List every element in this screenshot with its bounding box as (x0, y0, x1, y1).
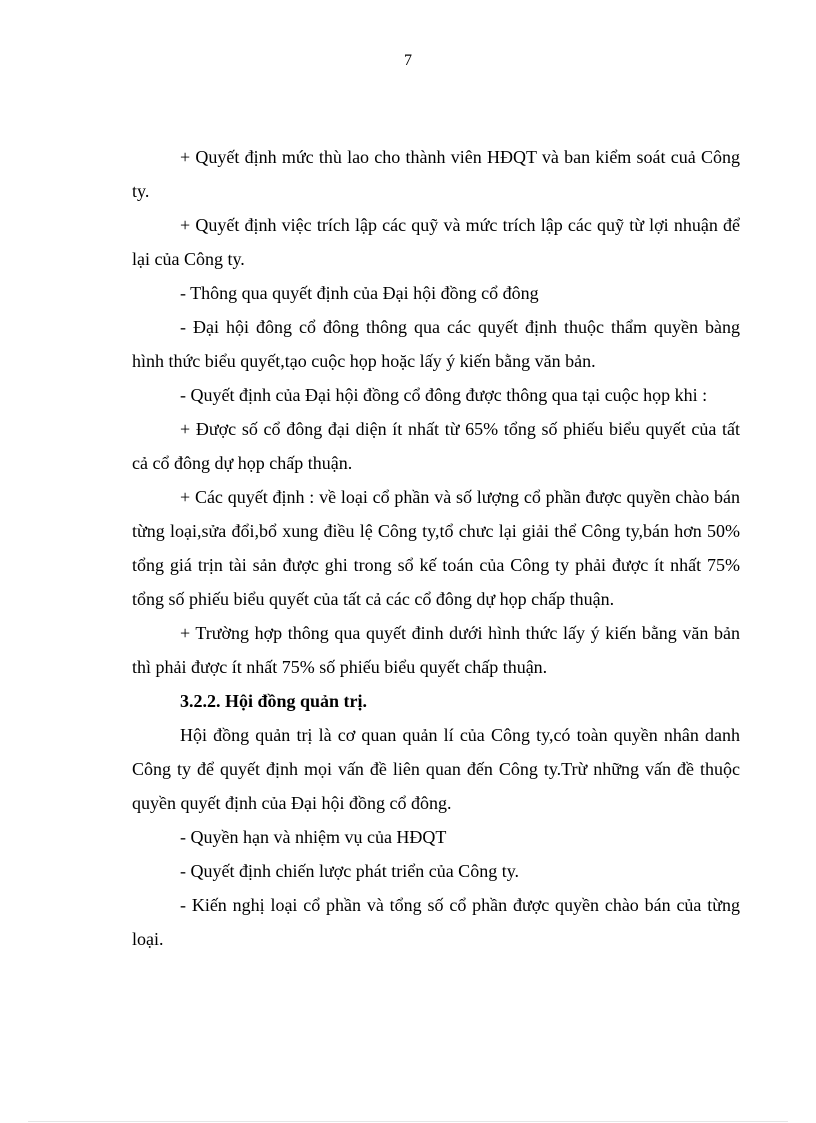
paragraph: - Đại hội đông cổ đông thông qua các quyết định thuộc thẩm quyền bàng hình thức biểu quyết,tạo cuộc họp hoặc lấy ý kiến bằng văn bản. (132, 317, 740, 371)
page-bottom-rule (28, 1121, 788, 1122)
paragraph: Hội đồng quản trị là cơ quan quản lí của Công ty,có toàn quyền nhân danh Công ty để quyết định mọi vấn đề liên quan đến Công ty.Trừ những vấn đề thuộc quyền quyết định của Đại hội đồng cổ đông. (132, 725, 740, 813)
paragraph: - Kiến nghị loại cổ phần và tổng số cổ phần được quyền chào bán của từng loại. (132, 895, 740, 949)
paragraph: - Quyết định chiến lược phát triển của Công ty. (180, 861, 520, 881)
paragraph: - Quyết định của Đại hội đồng cổ đông được thông qua tại cuộc họp khi : (180, 385, 708, 405)
paragraph: - Quyền hạn và nhiệm vụ của HĐQT (180, 827, 447, 847)
page-number: 7 (404, 52, 412, 69)
paragraph: + Được số cổ đông đại diện ít nhất từ 65% tổng số phiếu biểu quyết của tất cả cổ đông dự họp chấp thuận. (132, 419, 740, 473)
paragraph: + Quyết định mức thù lao cho thành viên HĐQT và ban kiểm soát cuả Công ty. (132, 147, 740, 201)
paragraph: + Trường hợp thông qua quyết đinh dưới hình thức lấy ý kiến bằng văn bản thì phải được ít nhất 75% số phiếu biểu quyết chấp thuận. (132, 623, 740, 677)
section-heading: 3.2.2. Hội đồng quản trị. (180, 691, 368, 711)
document-body (132, 140, 740, 956)
paragraph: + Quyết định việc trích lập các quỹ và mức trích lập các quỹ từ lợi nhuận để lại của Công ty. (132, 215, 740, 269)
paragraph: + Các quyết định : về loại cổ phần và số lượng cổ phần được quyền chào bán từng loại,sửa đổi,bổ xung điều lệ Công ty,tổ chưc lại giải thể Công ty,bán hơn 50% tổng giá trịn tài sản được ghi trong sổ kế toán của Công ty phải được ít nhất 75% tổng số phiếu biểu quyết của tất cả các cổ đông dự họp chấp thuận. (132, 487, 740, 609)
paragraph: - Thông qua quyết định của Đại hội đồng cổ đông (180, 283, 539, 303)
